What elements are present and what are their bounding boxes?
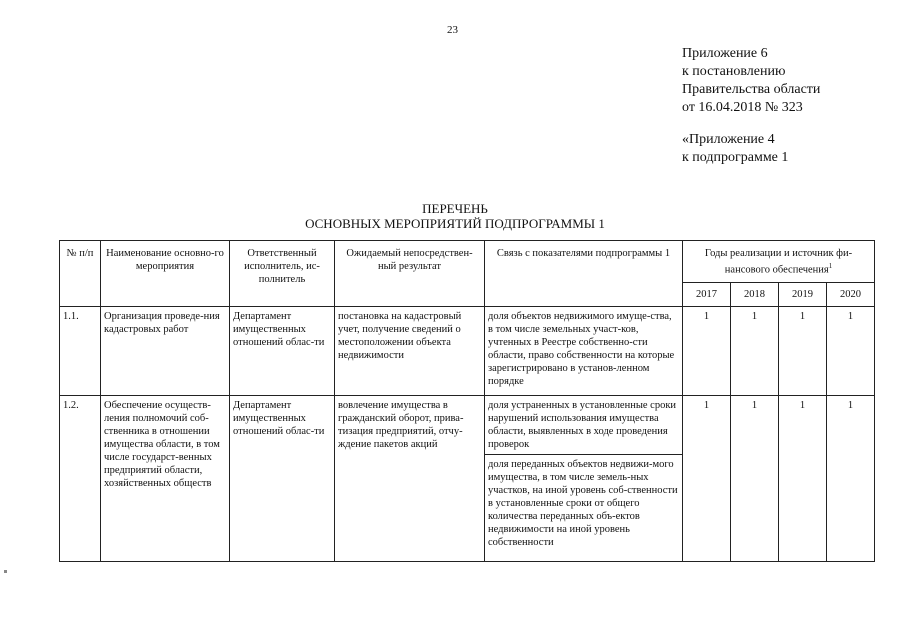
appendix-block (682, 45, 820, 117)
appendix-line: к постановлению (682, 64, 786, 79)
header-year: 2020 (827, 283, 875, 307)
appendix-line: «Приложение 4 (682, 132, 775, 147)
row-executor: Департамент имущественных отношений облас-ти (230, 396, 335, 562)
row-value: 1 (827, 307, 875, 396)
footnote-marker: 1 (828, 262, 833, 270)
row-result: вовлечение имущества в гражданский оборот, прива-тизация предприятий, отчу-ждение пакетов акций (335, 396, 485, 562)
header-result: Ожидаемый непосредствен-ный результат (335, 241, 485, 307)
title-line-1: ПЕРЕЧЕНЬ (422, 201, 488, 216)
row-value: 1 (827, 396, 875, 562)
header-year: 2017 (683, 283, 731, 307)
row-num: 1.1. (60, 307, 101, 396)
row-value: 1 (683, 307, 731, 396)
row-name: Обеспечение осуществ-ления полномочий соб-ственника в отношении имущества области, в том числе государст-венных предприятий области, хозяйственных обществ (101, 396, 230, 562)
table-row (60, 307, 875, 396)
table-row (60, 396, 875, 455)
appendix-subprogram-block (682, 131, 788, 167)
row-result: постановка на кадастровый учет, получение сведений о местоположении объекта недвижимости (335, 307, 485, 396)
header-years-group (683, 241, 875, 283)
header-num: № п/п (60, 241, 101, 307)
header-executor: Ответственный исполнитель, ис-полнитель (230, 241, 335, 307)
row-indicator: доля переданных объектов недвижи-мого имущества, в том числе земель-ных участков, на иной уровень соб-ственности в установленные сроки от общего количества переданных объ-ектов недвижимости на иной уровень собственности (485, 455, 683, 562)
row-indicator: доля объектов недвижимого имуще-ства, в том числе земельных участ-ков, учтенных в Реестре собственно-сти области, право собственности на которые зарегистрировано в установ-ленном порядке (485, 307, 683, 396)
scan-mark (4, 570, 7, 573)
header-year: 2019 (779, 283, 827, 307)
header-link: Связь с показателями подпрограммы 1 (485, 241, 683, 307)
row-executor: Департамент имущественных отношений облас-ти (230, 307, 335, 396)
header-row (60, 241, 875, 283)
page-number: 23 (447, 24, 458, 36)
appendix-line: к подпрограмме 1 (682, 150, 789, 165)
row-value: 1 (731, 307, 779, 396)
appendix-line: от 16.04.2018 № 323 (682, 100, 803, 115)
appendix-line: Правительства области (682, 82, 821, 97)
title-line-2: ОСНОВНЫХ МЕРОПРИЯТИЙ ПОДПРОГРАММЫ 1 (305, 216, 605, 231)
row-value: 1 (731, 396, 779, 562)
activities-table (59, 240, 875, 562)
row-indicator: доля устраненных в установленные сроки нарушений использования имущества области, выявленных в ходе проведения проверок (485, 396, 683, 455)
appendix-line: Приложение 6 (682, 46, 768, 61)
header-year: 2018 (731, 283, 779, 307)
row-num: 1.2. (60, 396, 101, 562)
row-value: 1 (779, 396, 827, 562)
document-title (280, 201, 630, 231)
row-value: 1 (683, 396, 731, 562)
header-name: Наименование основно-го мероприятия (101, 241, 230, 307)
row-name: Организация проведе-ния кадастровых работ (101, 307, 230, 396)
header-years-group-text: Годы реализации и источник фи-нансового обеспечения (704, 248, 853, 276)
row-value: 1 (779, 307, 827, 396)
